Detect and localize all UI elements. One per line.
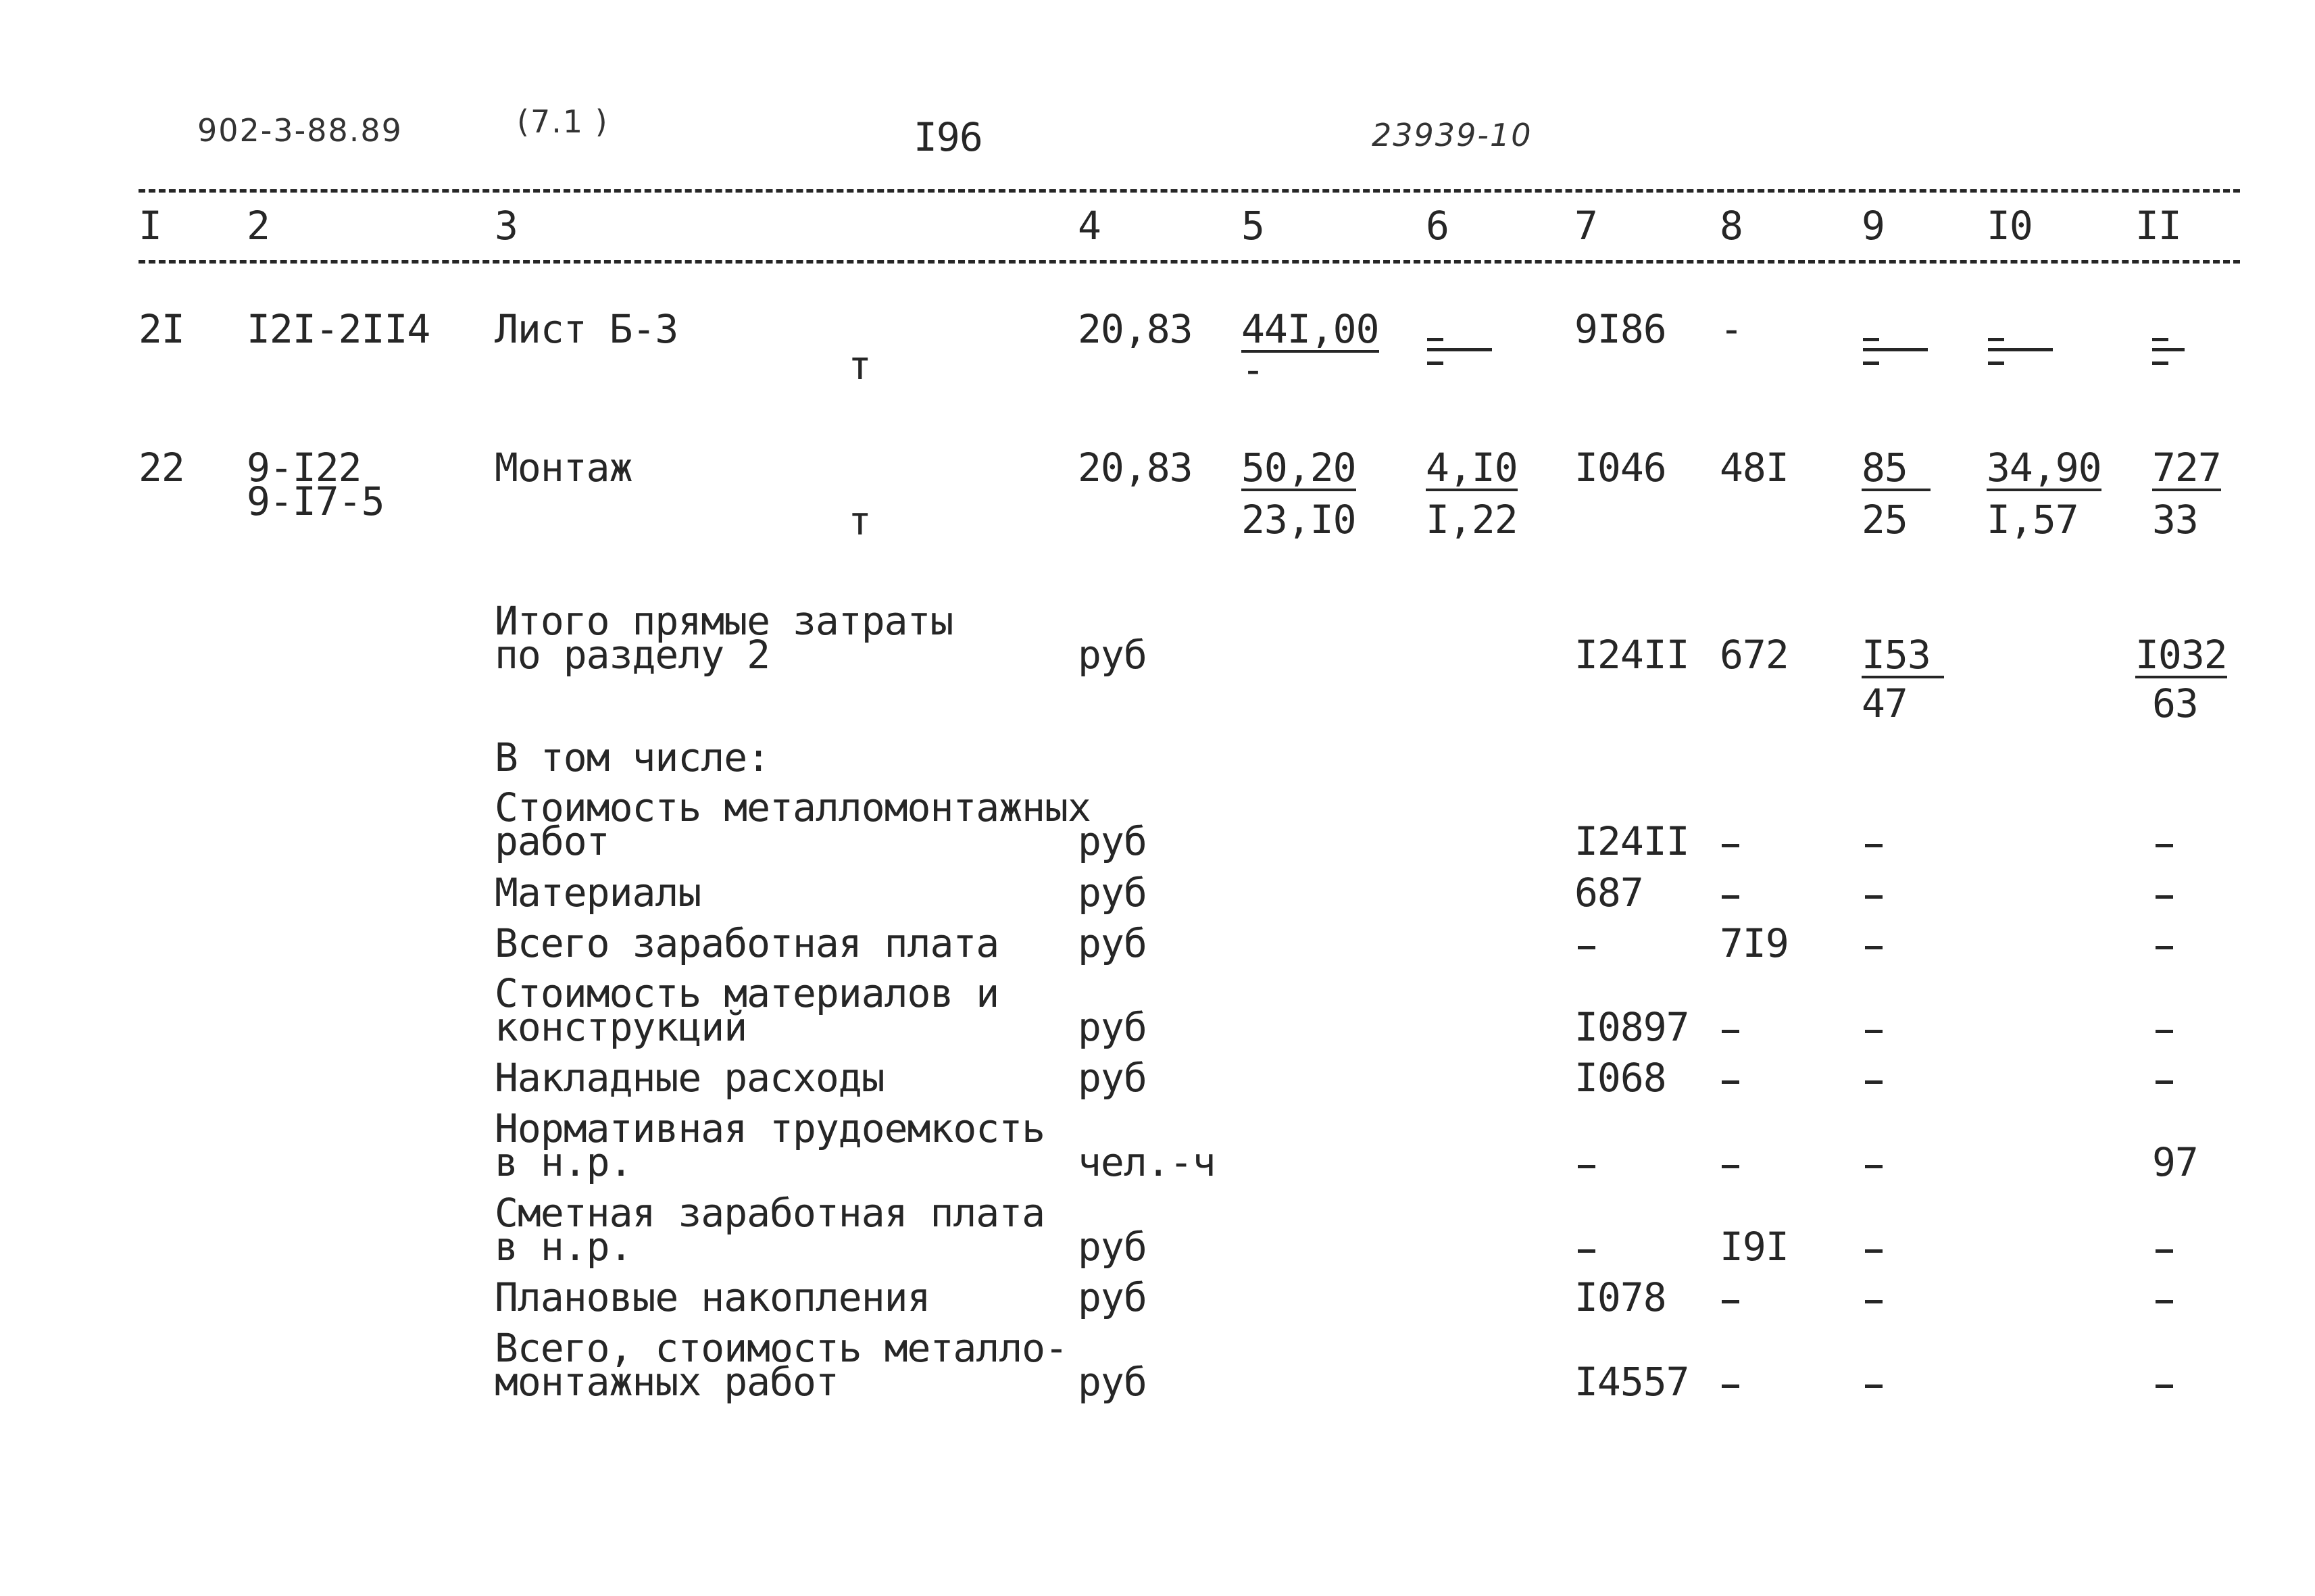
page-number: I96 [914,114,982,160]
empty-cell-dash [1722,1385,1739,1388]
empty-cell-dash [1578,946,1595,949]
summary-label: в н.р. [495,1139,632,1185]
empty-cell-dash [1722,1300,1739,1303]
total-cost: I24II [1574,818,1689,864]
empty-cell-dash [1865,946,1883,949]
row-number: 2I [139,306,184,352]
empty-cell-dash [1865,1080,1883,1084]
empty-cell-dash [1863,338,1879,341]
unit: т [848,498,871,544]
empty-cell-dash [2156,895,2173,899]
empty-cell-dash [2152,338,2168,341]
column-header: 8 [1720,203,1743,249]
summary-label: Стоимость металломонтажных [495,784,1091,830]
empty-cell-dash [1865,844,1883,847]
empty-cell-dash [1722,1080,1739,1084]
quantity: 20,83 [1078,445,1193,491]
wages: 672 [1720,632,1789,678]
wages: I9I [1720,1224,1789,1270]
labor-total: 97 [2152,1139,2198,1185]
labor-total-machine: 33 [2152,497,2198,543]
part-number: (7.1 ) [517,103,609,140]
summary-label: Сметная заработная плата [495,1190,1045,1236]
unit: руб [1078,1055,1147,1101]
empty-cell-dash [1988,338,2004,341]
column-header: 4 [1078,203,1101,249]
total-cost: I4557 [1574,1359,1689,1405]
item-name: Монтаж [495,445,632,491]
unit-price: 50,20 [1241,445,1356,491]
empty-cell-dash [2156,1080,2173,1084]
unit: руб [1078,1004,1147,1050]
summary-label: Всего заработная плата [495,920,999,966]
empty-cell-dash [1427,361,1443,365]
empty-cell-dash [1427,348,1492,351]
item-name: Лист Б-3 [495,306,678,352]
empty-cell-dash [2156,1385,2173,1388]
wages: - [1720,306,1743,352]
table-top-rule [139,189,2240,193]
empty-cell-dash [1578,1165,1595,1168]
unit-price-wages: 23,I0 [1241,497,1356,543]
empty-cell-dash [1863,348,1928,351]
row-number: 22 [139,445,184,491]
labor-total: I032 [2135,632,2227,678]
column-header: 5 [1241,203,1264,249]
summary-label: Стоимость материалов и [495,970,999,1016]
column-header: 6 [1426,203,1449,249]
unit: чел.-ч [1078,1139,1216,1185]
empty-cell-dash [1722,1030,1739,1033]
unit: руб [1078,818,1147,864]
empty-cell-dash [1863,361,1879,365]
empty-cell-dash [2156,1249,2173,1253]
empty-cell-dash [2152,361,2168,365]
empty-cell-dash [1578,1249,1595,1253]
labor-per-unit-machine: I,57 [1987,497,2078,543]
column-header: 7 [1574,203,1597,249]
column-header: II [2135,203,2181,249]
summary-label: работ [495,818,609,864]
total-cost: 9I86 [1574,306,1666,352]
column-header: I0 [1987,203,2033,249]
labor-total: 727 [2152,445,2221,491]
machine-total: I53 [1862,635,1944,678]
empty-cell-dash [1865,1249,1883,1253]
unit-price: 44I,00 [1241,306,1379,352]
empty-cell-dash [1865,895,1883,899]
total-cost: I24II [1574,632,1689,678]
unit: руб [1078,632,1147,678]
unit: руб [1078,870,1147,916]
empty-cell-dash [2152,348,2185,351]
empty-cell-dash [2156,1300,2173,1303]
including-label: В том числе: [495,734,770,780]
registration-stamp: 23939-10 [1372,117,1533,153]
empty-cell-dash [1722,895,1739,899]
column-header: I [139,203,161,249]
summary-label: Нормативная трудоемкость [495,1105,1045,1151]
total-label: Итого прямые затраты [495,598,953,644]
column-header: 9 [1862,203,1885,249]
machine-total-wages: 25 [1862,497,1908,543]
empty-cell-dash [1865,1030,1883,1033]
table-header-rule [139,260,2240,264]
empty-cell-dash [2156,844,2173,847]
summary-label: Накладные расходы [495,1055,885,1101]
labor-total-machine: 63 [2152,680,2198,726]
machine-cost: 4,I0 [1426,445,1518,491]
summary-label: в н.р. [495,1224,632,1270]
unit: руб [1078,1359,1147,1405]
empty-cell-dash [1865,1165,1883,1168]
summary-label: конструкций [495,1004,747,1050]
summary-label: монтажных работ [495,1359,839,1405]
summary-label: Материалы [495,870,701,916]
total-cost: I046 [1574,445,1666,491]
unit: т [848,343,871,389]
document-code: 902-3-88.89 [197,112,403,149]
column-header: 3 [495,203,518,249]
empty-cell-dash [1865,1385,1883,1388]
labor-per-unit: 34,90 [1987,445,2101,491]
empty-cell-dash [2156,946,2173,949]
total-cost: I078 [1574,1274,1666,1320]
unit: руб [1078,1224,1147,1270]
unit: руб [1078,1274,1147,1320]
empty-cell-dash [1865,1300,1883,1303]
quantity: 20,83 [1078,306,1193,352]
machine-wages: I,22 [1426,497,1518,543]
empty-cell-dash [1427,338,1443,341]
summary-label: Всего, стоимость металло- [495,1325,1068,1371]
rate-code: I2I-2II4 [247,306,430,352]
total-label: по разделу 2 [495,632,770,678]
machine-total: 85 [1862,448,1931,491]
summary-label: Плановые накопления [495,1274,930,1320]
empty-cell-dash [1722,1165,1739,1168]
wages: 7I9 [1720,920,1789,966]
machine-total-wages: 47 [1862,680,1908,726]
empty-cell-dash [1988,361,2004,365]
total-cost: I068 [1574,1055,1666,1101]
empty-cell-dash [1722,844,1739,847]
rate-code: 9-I22 [247,445,362,491]
unit: руб [1078,920,1147,966]
total-cost: 687 [1574,870,1643,916]
empty-cell-dash [2156,1030,2173,1033]
column-header: 2 [247,203,270,249]
rate-code: 9-I7-5 [247,478,384,524]
empty-cell-dash [1988,348,2053,351]
unit-price-wages: - [1241,347,1264,393]
wages: 48I [1720,445,1789,491]
total-cost: I0897 [1574,1004,1689,1050]
